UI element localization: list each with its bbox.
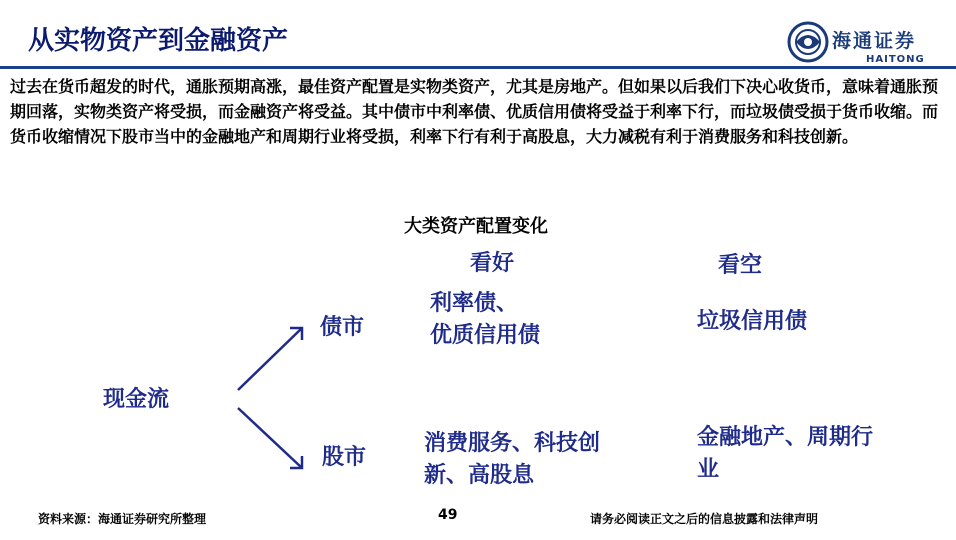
column-header-bullish: 看好	[470, 251, 515, 276]
column-header-bearish: 看空	[718, 253, 763, 278]
stock-bullish-line-2: 新、高股息	[424, 463, 535, 488]
slide-title: 从实物资产到金融资产	[28, 26, 289, 56]
stock-bearish-line-2: 业	[697, 457, 720, 482]
bond-bearish: 垃圾信用债	[697, 309, 808, 334]
arrow-to-stock	[238, 408, 302, 468]
root-node-cashflow: 现金流	[103, 387, 170, 412]
arrow-to-bond	[238, 328, 302, 390]
diagram-title: 大类资产配置变化	[404, 216, 548, 237]
footer-disclaimer: 请务必阅读正文之后的信息披露和法律声明	[590, 512, 819, 526]
page-number: 49	[438, 507, 458, 523]
stock-bullish-line-1: 消费服务、科技创	[424, 431, 601, 456]
intro-paragraph: 过去在货币超发的时代，通胀预期高涨，最佳资产配置是实物类资产，尤其是房地产。但如果以后我们下决心收货币，意味着通胀预期回落，实物类资产将受损，而金融资产将受益。其中债市中利率债、优质信用债将受益于利率下行，而垃圾债受损于货币收缩。而货币收缩情况下股市当中的金融地产和周期行业将受损，利率下行有利于高股息，大力减税有利于消费服务和科技创新。	[10, 77, 939, 146]
node-stock-market: 股市	[322, 445, 367, 470]
stock-bearish-line-1: 金融地产、周期行	[697, 425, 874, 450]
footer-source: 资料来源：海通证券研究所整理	[38, 512, 207, 526]
logo-english-text: HAITONG	[866, 54, 925, 65]
bond-bullish-line-1: 利率债、	[430, 291, 519, 316]
logo-chinese-text: 海通证券	[832, 30, 917, 52]
bond-bullish-line-2: 优质信用债	[430, 323, 541, 348]
node-bond-market: 债市	[320, 315, 365, 340]
